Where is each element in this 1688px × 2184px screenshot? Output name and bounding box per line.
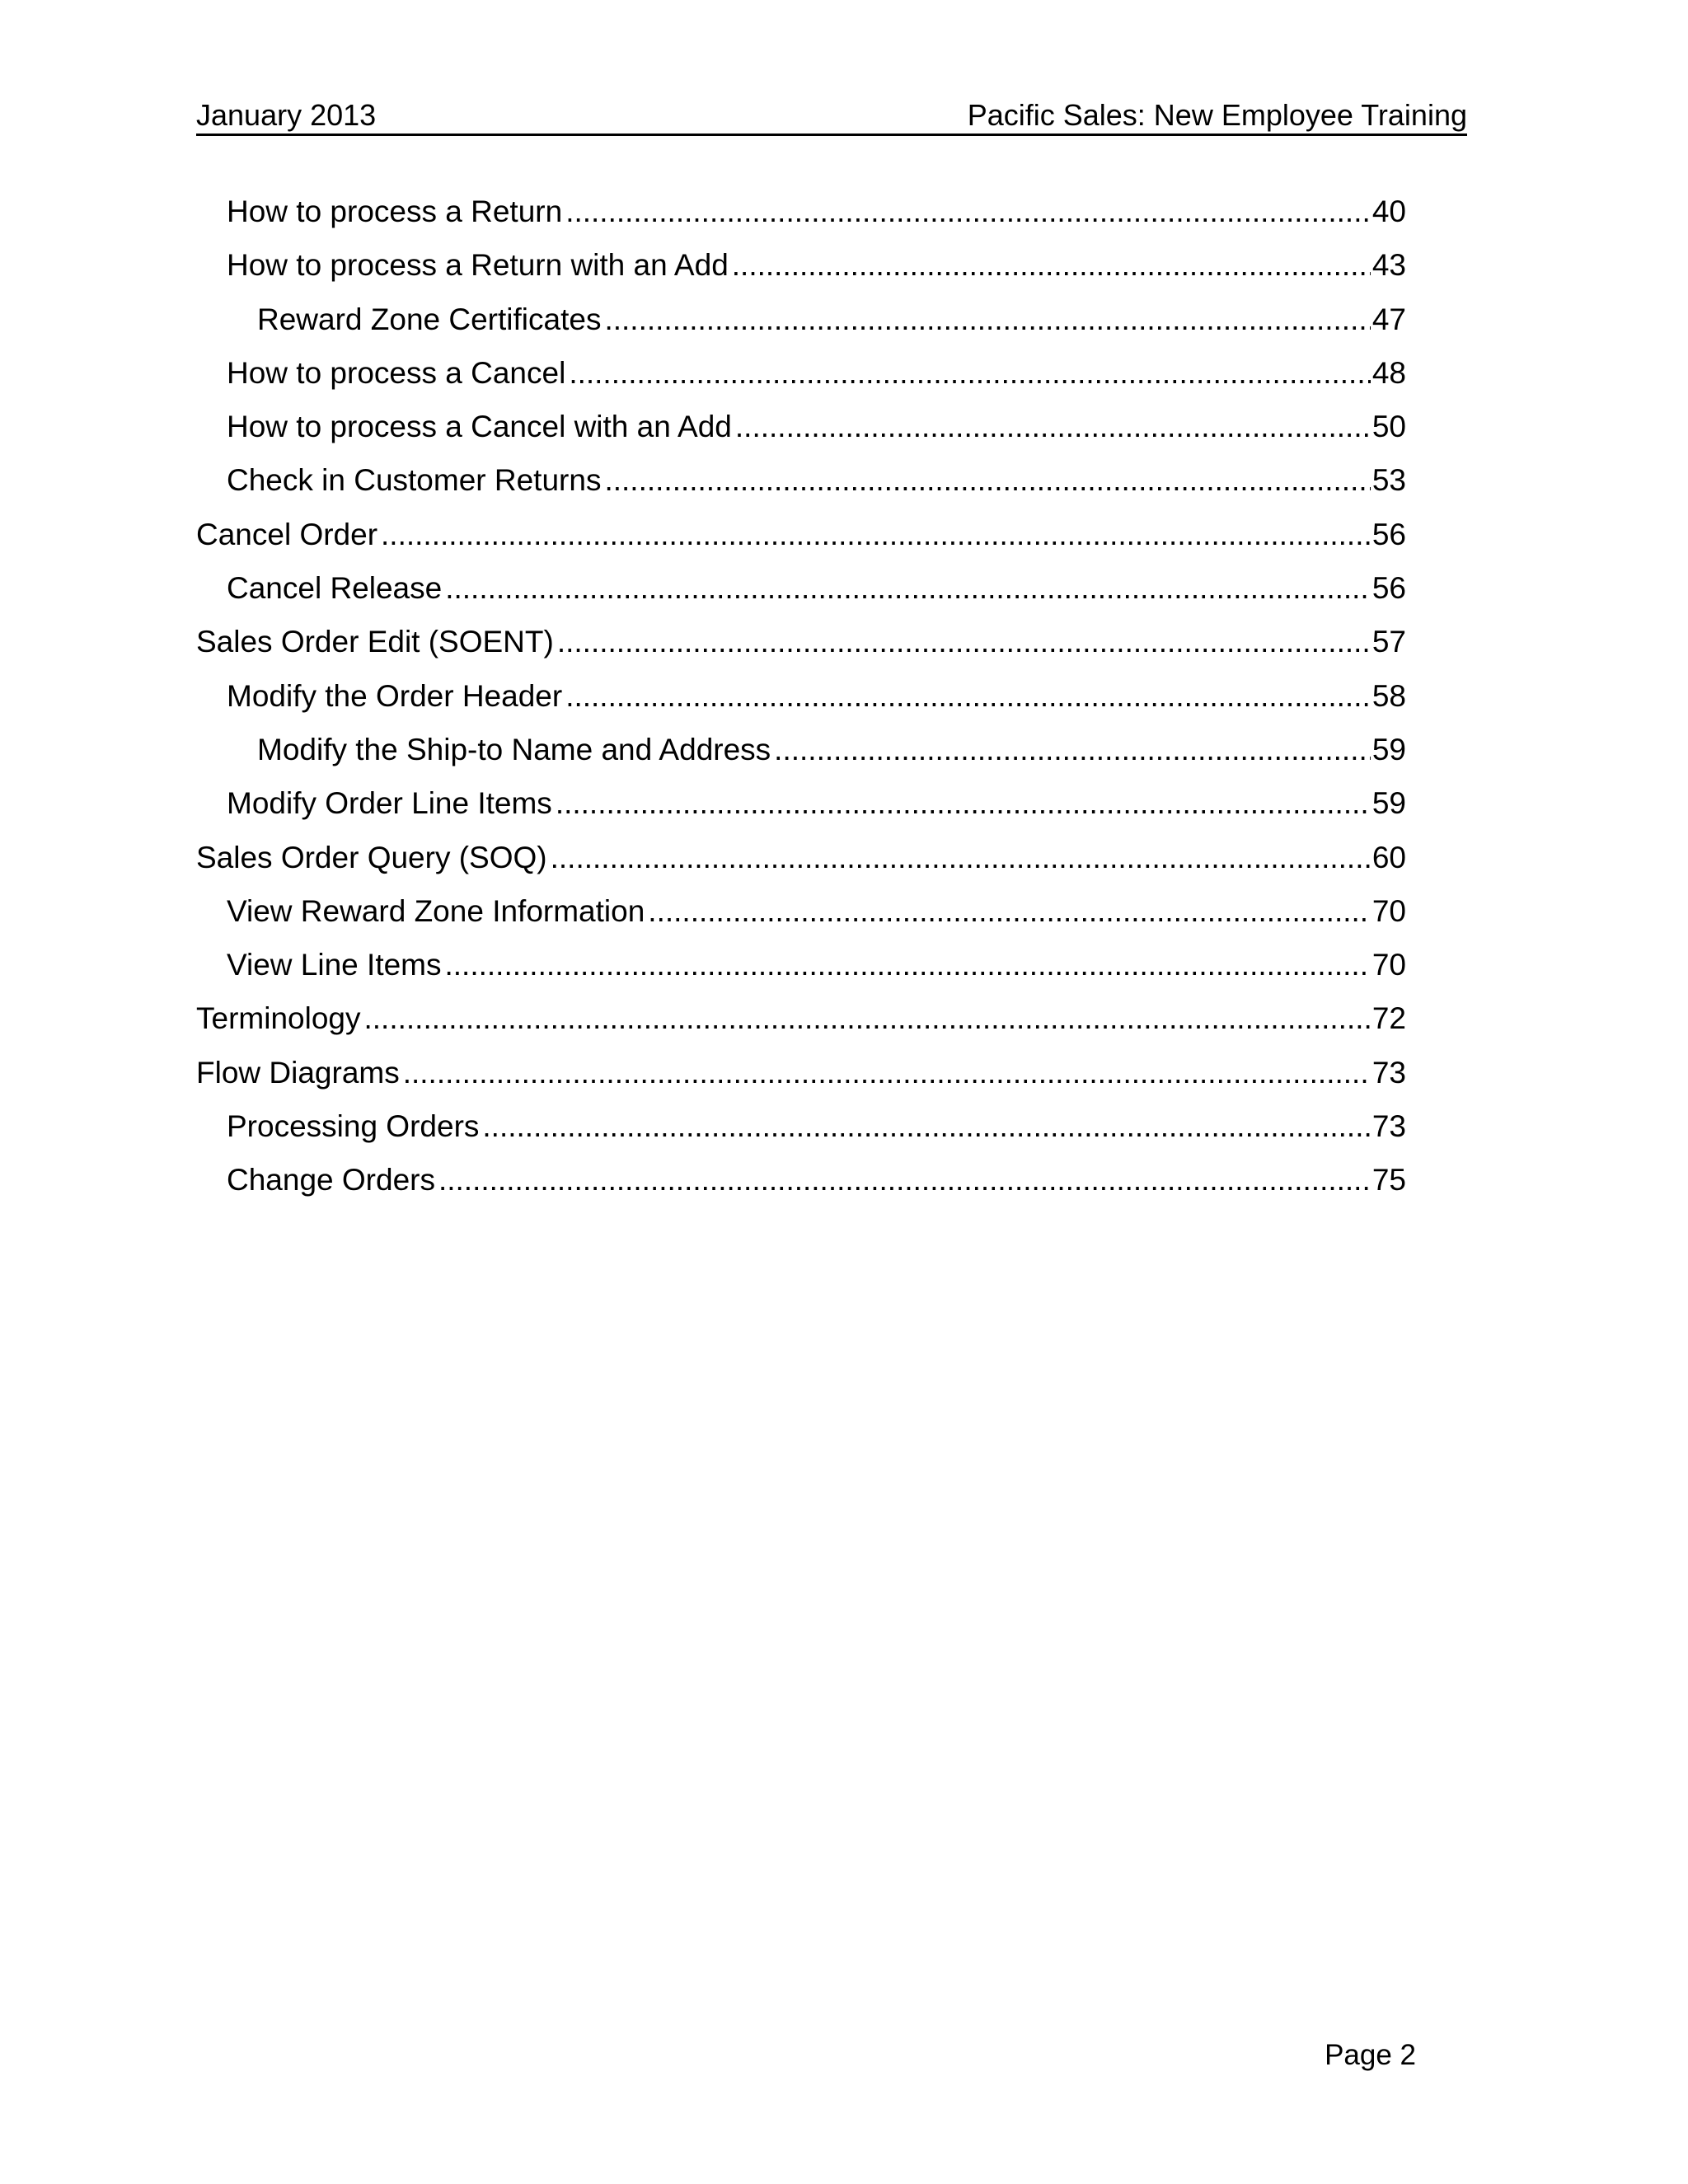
toc-entry[interactable] xyxy=(196,191,1406,245)
toc-dot-leader xyxy=(648,891,1371,932)
toc-entry-page: 57 xyxy=(1371,621,1406,663)
toc-dot-leader xyxy=(557,621,1371,663)
toc-entry-title: How to process a Return xyxy=(227,191,565,232)
toc-entry-title: Reward Zone Certificates xyxy=(257,299,604,340)
toc-entry-title: How to process a Return with an Add xyxy=(227,245,732,286)
toc-dot-leader xyxy=(604,299,1370,340)
page-header xyxy=(196,92,1467,136)
toc-entry-page: 47 xyxy=(1371,299,1406,340)
toc-entry[interactable] xyxy=(196,729,1406,783)
toc-entry[interactable] xyxy=(196,1160,1406,1213)
toc-dot-leader xyxy=(445,568,1371,609)
toc-dot-leader xyxy=(363,998,1370,1039)
toc-dot-leader xyxy=(565,191,1371,232)
toc-entry-page: 58 xyxy=(1371,676,1406,717)
toc-dot-leader xyxy=(569,353,1371,394)
toc-entry[interactable] xyxy=(196,1052,1406,1106)
toc-entry[interactable] xyxy=(196,621,1406,675)
toc-entry-page: 50 xyxy=(1371,406,1406,448)
header-document-title: Pacific Sales: New Employee Training xyxy=(967,98,1467,132)
toc-entry-page: 73 xyxy=(1371,1106,1406,1147)
toc-dot-leader xyxy=(556,783,1371,824)
toc-dot-leader xyxy=(551,837,1371,879)
toc-entry-title: Sales Order Edit (SOENT) xyxy=(196,621,557,663)
toc-entry-title: Sales Order Query (SOQ) xyxy=(196,837,551,879)
toc-entry-page: 48 xyxy=(1371,353,1406,394)
toc-entry[interactable] xyxy=(196,837,1406,891)
toc-entry-title: Modify the Ship-to Name and Address xyxy=(257,729,774,771)
toc-entry[interactable] xyxy=(196,783,1406,837)
toc-entry-title: Cancel Release xyxy=(227,568,445,609)
toc-dot-leader xyxy=(732,245,1371,286)
toc-entry[interactable] xyxy=(196,406,1406,460)
toc-entry[interactable] xyxy=(196,676,1406,729)
toc-entry[interactable] xyxy=(196,353,1406,406)
toc-dot-leader xyxy=(381,514,1371,555)
toc-entry-title: Flow Diagrams xyxy=(196,1052,403,1094)
toc-entry-page: 75 xyxy=(1371,1160,1406,1201)
toc-dot-leader xyxy=(482,1106,1370,1147)
toc-entry-page: 53 xyxy=(1371,460,1406,501)
toc-entry[interactable] xyxy=(196,299,1406,353)
toc-entry-title: View Line Items xyxy=(227,944,445,986)
toc-entry-title: View Reward Zone Information xyxy=(227,891,648,932)
toc-entry-title: Modify the Order Header xyxy=(227,676,565,717)
toc-entry-title: Change Orders xyxy=(227,1160,438,1201)
toc-entry-title: Check in Customer Returns xyxy=(227,460,604,501)
toc-entry-page: 59 xyxy=(1371,729,1406,771)
toc-entry-title: How to process a Cancel with an Add xyxy=(227,406,735,448)
toc-entry-title: Modify Order Line Items xyxy=(227,783,556,824)
toc-entry-page: 73 xyxy=(1371,1052,1406,1094)
page-number: Page 2 xyxy=(1325,2039,1416,2071)
toc-entry[interactable] xyxy=(196,1106,1406,1160)
toc-dot-leader xyxy=(445,944,1371,986)
toc-dot-leader xyxy=(774,729,1371,771)
toc-entry-page: 70 xyxy=(1371,891,1406,932)
toc-entry-title: Terminology xyxy=(196,998,363,1039)
toc-dot-leader xyxy=(604,460,1370,501)
toc-entry-page: 72 xyxy=(1371,998,1406,1039)
toc-entry-page: 70 xyxy=(1371,944,1406,986)
toc-entry[interactable] xyxy=(196,998,1406,1052)
toc-dot-leader xyxy=(403,1052,1371,1094)
toc-entry[interactable] xyxy=(196,245,1406,298)
toc-dot-leader xyxy=(565,676,1371,717)
header-date: January 2013 xyxy=(196,98,377,132)
toc-entry-title: How to process a Cancel xyxy=(227,353,569,394)
toc-entry-page: 59 xyxy=(1371,783,1406,824)
toc-entry[interactable] xyxy=(196,460,1406,513)
toc-entry[interactable] xyxy=(196,891,1406,944)
toc-dot-leader xyxy=(735,406,1371,448)
toc-entry-page: 60 xyxy=(1371,837,1406,879)
toc-entry-page: 56 xyxy=(1371,514,1406,555)
toc-entry-page: 40 xyxy=(1371,191,1406,232)
toc-entry-title: Cancel Order xyxy=(196,514,381,555)
toc-entry[interactable] xyxy=(196,514,1406,568)
toc-entry[interactable] xyxy=(196,944,1406,998)
toc-entry-page: 56 xyxy=(1371,568,1406,609)
toc-dot-leader xyxy=(438,1160,1371,1201)
toc-entry-title: Processing Orders xyxy=(227,1106,482,1147)
toc-entry-page: 43 xyxy=(1371,245,1406,286)
table-of-contents xyxy=(196,191,1406,1214)
toc-entry[interactable] xyxy=(196,568,1406,621)
